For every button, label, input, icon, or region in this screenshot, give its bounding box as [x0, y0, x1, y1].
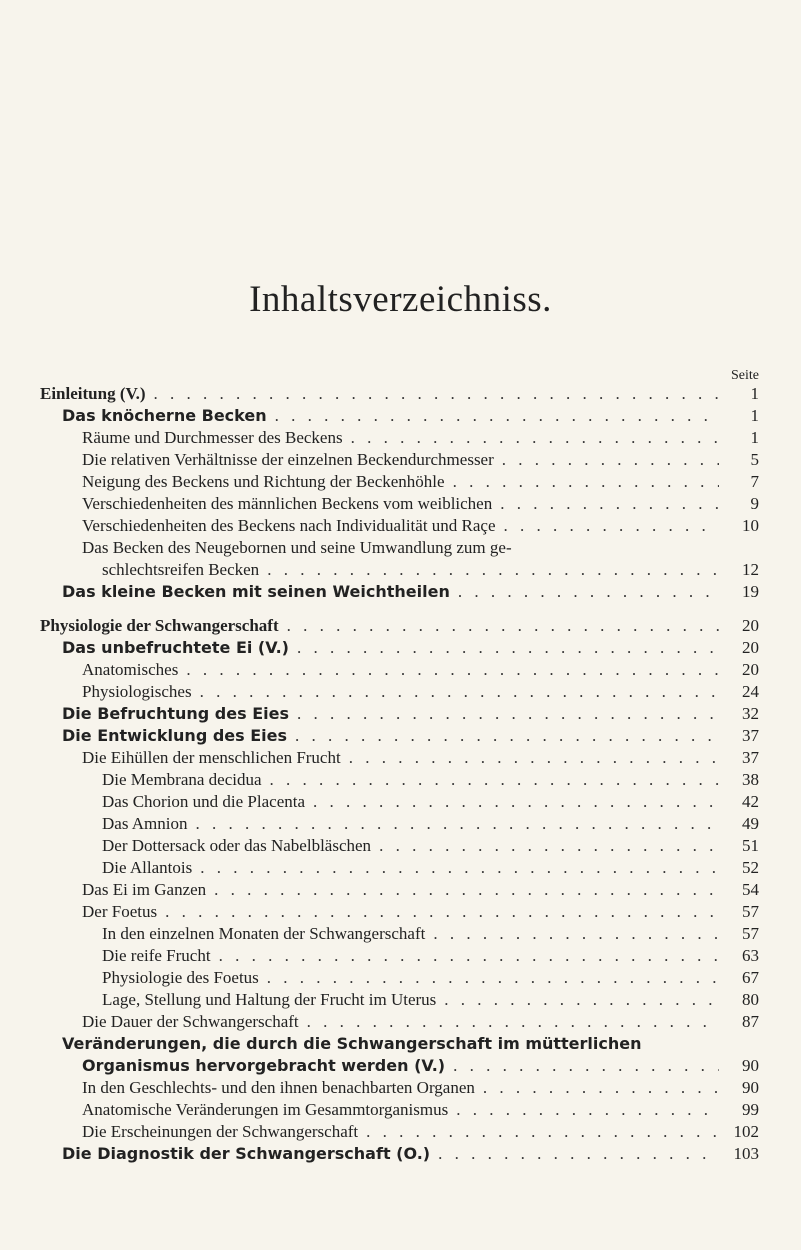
- toc-entry-page: 38: [742, 770, 759, 789]
- toc-entry: [82, 1122, 759, 1142]
- toc-entry-title: Die Dauer der Schwangerschaft: [82, 1012, 299, 1031]
- toc-entry: [82, 494, 759, 514]
- toc-entry-page: 63: [742, 946, 759, 965]
- toc-entry-title: Anatomische Veränderungen im Gesammtorganismus: [82, 1100, 449, 1119]
- toc-entry-title: Die Diagnostik der Schwangerschaft (O.): [62, 1144, 431, 1163]
- leader-dots: [433, 924, 719, 944]
- toc-entry-title: Die relativen Verhältnisse der einzelnen Beckendurchmesser: [82, 450, 494, 469]
- toc-entry: [102, 792, 759, 812]
- toc-entry-page: 32: [742, 704, 759, 723]
- leader-dots: [438, 1144, 719, 1164]
- leader-dots: [379, 836, 719, 856]
- toc-entry-title: Räume und Durchmesser des Beckens: [82, 428, 343, 447]
- toc-entry-page: 49: [742, 814, 759, 833]
- toc-entry-title: Die Eihüllen der menschlichen Frucht: [82, 748, 341, 767]
- toc-entry-page: 52: [742, 858, 759, 877]
- toc-entry: [82, 880, 759, 900]
- toc-entry-title: Das Becken des Neugebornen und seine Umwandlung zum ge-: [82, 538, 512, 557]
- leader-dots: [500, 494, 719, 514]
- toc-entry: [102, 924, 759, 944]
- leader-dots: [214, 880, 719, 900]
- toc-entry-page: 57: [742, 924, 759, 943]
- toc-entry: [82, 748, 759, 768]
- leader-dots: [270, 770, 719, 790]
- leader-dots: [165, 902, 719, 922]
- leader-dots: [483, 1078, 719, 1098]
- toc-entry: [102, 770, 759, 790]
- toc-entry: [102, 990, 759, 1010]
- toc-entry-title: Die Membrana decidua: [102, 770, 262, 789]
- toc-entry-title: Die Erscheinungen der Schwangerschaft: [82, 1122, 359, 1141]
- toc-entry-title: Das knöcherne Becken: [62, 406, 267, 425]
- leader-dots: [186, 660, 719, 680]
- toc-entry-page: 10: [742, 516, 759, 535]
- leader-dots: [504, 516, 719, 536]
- toc-entry-page: 1: [750, 428, 759, 447]
- toc-entry: [102, 946, 759, 966]
- toc-entry-page: 80: [742, 990, 759, 1009]
- toc-entry-page: 20: [742, 616, 759, 635]
- toc-entry-page: 51: [742, 836, 759, 855]
- toc-entry-title: Das Ei im Ganzen: [82, 880, 207, 899]
- leader-dots: [200, 682, 719, 702]
- toc-entry: [62, 638, 759, 658]
- page-column-label: Seite: [731, 368, 759, 383]
- leader-dots: [444, 990, 719, 1010]
- leader-dots: [456, 1100, 719, 1120]
- leader-dots: [453, 472, 719, 492]
- leader-dots: [267, 560, 719, 580]
- toc-entry-title: Der Foetus: [82, 902, 158, 921]
- toc-entry-title: Verschiedenheiten des Beckens nach Individualität und Raçe: [82, 516, 496, 535]
- toc-entry: [40, 384, 759, 404]
- toc-entry-title: Physiologie der Schwangerschaft: [40, 616, 279, 635]
- toc-entry-page: 5: [750, 450, 759, 469]
- leader-dots: [154, 384, 720, 404]
- toc-entry-title: Der Dottersack oder das Nabelbläschen: [102, 836, 372, 855]
- toc-entry-page: 20: [742, 638, 759, 657]
- toc-entry-page: 7: [750, 472, 759, 491]
- toc-entry-page: 42: [742, 792, 759, 811]
- toc-entry-page: 54: [742, 880, 759, 899]
- toc-entry: [62, 406, 759, 426]
- toc-entry-page: 103: [733, 1144, 759, 1163]
- toc-entry-page: 1: [750, 384, 759, 403]
- toc-entry: [82, 1012, 759, 1032]
- leader-dots: [366, 1122, 719, 1142]
- leader-dots: [219, 946, 719, 966]
- toc-entry-title: Neigung des Beckens und Richtung der Beckenhöhle: [82, 472, 445, 491]
- leader-dots: [453, 1056, 719, 1076]
- toc-entry: [82, 1056, 759, 1076]
- toc-entry: [102, 968, 759, 988]
- leader-dots: [502, 450, 719, 470]
- leader-dots: [458, 582, 719, 602]
- toc-entry: [82, 660, 759, 680]
- leader-dots: [295, 726, 719, 746]
- toc-entry-title: Lage, Stellung und Haltung der Frucht im Uterus: [102, 990, 437, 1009]
- toc-entry: [62, 1144, 759, 1164]
- toc-entry-title: Veränderungen, die durch die Schwangerschaft im mütterlichen: [62, 1034, 642, 1053]
- toc-entry-page: 9: [750, 494, 759, 513]
- toc-entry: [82, 682, 759, 702]
- leader-dots: [313, 792, 719, 812]
- toc-entry-page: 90: [742, 1078, 759, 1097]
- toc-entry-title: Die Befruchtung des Eies: [62, 704, 289, 723]
- toc-entry: [82, 472, 759, 492]
- toc-entry-title: Physiologisches: [82, 682, 192, 701]
- leader-dots: [307, 1012, 719, 1032]
- page-title: Inhaltsverzeichniss.: [249, 279, 552, 320]
- toc-entry-page: 19: [742, 582, 759, 601]
- toc-entry-page: 90: [742, 1056, 759, 1075]
- toc-entry-title: schlechtsreifen Becken: [102, 560, 260, 579]
- toc-entry: [82, 1078, 759, 1098]
- leader-dots: [297, 638, 719, 658]
- toc-entry-title: Physiologie des Foetus: [102, 968, 259, 987]
- toc-entry: [102, 858, 759, 878]
- toc-entry: [82, 538, 759, 558]
- toc-entry-title: Die reife Frucht: [102, 946, 211, 965]
- toc-entry-title: In den einzelnen Monaten der Schwangerschaft: [102, 924, 426, 943]
- toc-entry-page: 24: [742, 682, 759, 701]
- toc-entry-title: Organismus hervorgebracht werden (V.): [82, 1056, 446, 1075]
- toc-entry: [82, 428, 759, 448]
- toc-entry: [62, 1034, 759, 1054]
- toc-entry: [102, 836, 759, 856]
- toc-entry-title: Das Chorion und die Placenta: [102, 792, 306, 811]
- toc-entry-title: In den Geschlechts- und den ihnen benachbarten Organen: [82, 1078, 475, 1097]
- leader-dots: [275, 406, 719, 426]
- toc-entry-page: 20: [742, 660, 759, 679]
- toc-entry: [62, 704, 759, 724]
- toc-entry: [102, 560, 759, 580]
- toc-entry-title: Das unbefruchtete Ei (V.): [62, 638, 289, 657]
- toc-entry: [62, 582, 759, 602]
- toc-entry: [82, 516, 759, 536]
- toc-entry-page: 57: [742, 902, 759, 921]
- leader-dots: [297, 704, 719, 724]
- toc-entry-page: 12: [742, 560, 759, 579]
- toc-entry-title: Die Allantois: [102, 858, 193, 877]
- toc-entry: [62, 726, 759, 746]
- toc-entry-title: Das Amnion: [102, 814, 188, 833]
- toc-entry-title: Einleitung (V.): [40, 384, 146, 403]
- leader-dots: [267, 968, 719, 988]
- toc-entry-title: Das kleine Becken mit seinen Weichtheilen: [62, 582, 450, 601]
- toc-entry-page: 1: [750, 406, 759, 425]
- toc-entry-page: 67: [742, 968, 759, 987]
- leader-dots: [349, 748, 719, 768]
- leader-dots: [200, 858, 719, 878]
- toc-entry-title: Verschiedenheiten des männlichen Beckens vom weiblichen: [82, 494, 493, 513]
- toc-entry-title: Anatomisches: [82, 660, 179, 679]
- toc-entry-page: 37: [742, 748, 759, 767]
- toc-entry-page: 87: [742, 1012, 759, 1031]
- toc-entry-page: 99: [742, 1100, 759, 1119]
- toc-entry: [102, 814, 759, 834]
- leader-dots: [351, 428, 719, 448]
- toc-entry-page: 102: [733, 1122, 759, 1141]
- toc-entry: [40, 616, 759, 636]
- toc-entry-page: 37: [742, 726, 759, 745]
- leader-dots: [287, 616, 719, 636]
- toc-entry-title: Die Entwicklung des Eies: [62, 726, 288, 745]
- toc-entry: [82, 450, 759, 470]
- toc-entry: [82, 902, 759, 922]
- leader-dots: [195, 814, 719, 834]
- toc-entry: [82, 1100, 759, 1120]
